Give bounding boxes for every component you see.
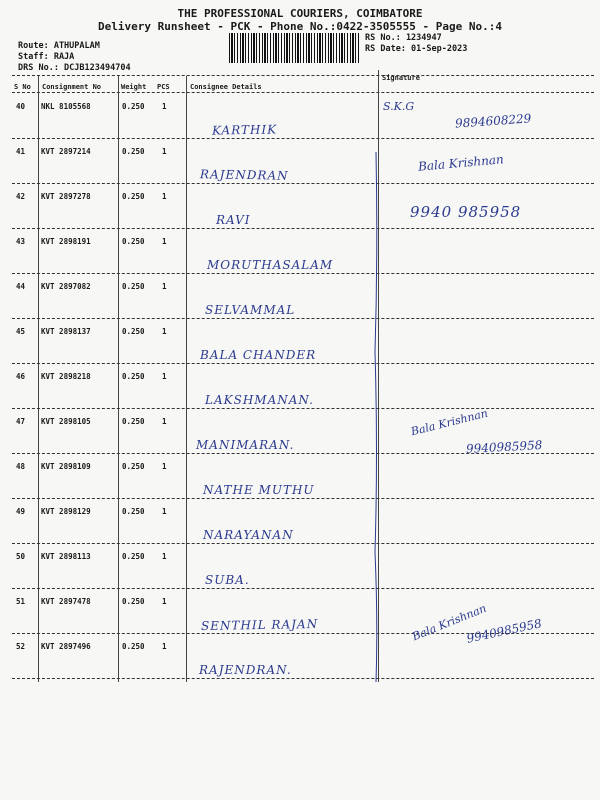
row-pcs: 1 (162, 147, 167, 156)
column-rule (38, 76, 39, 682)
row-sno: 44 (16, 282, 26, 291)
signature-text: S.K.G (383, 100, 415, 113)
row-consignee-name: KARTHIK (211, 122, 278, 138)
row-weight: 0.250 (122, 192, 145, 201)
row-divider (12, 678, 594, 679)
row-consignment-no: KVT 2898191 (41, 237, 91, 246)
rs-date: RS Date: 01-Sep-2023 (365, 44, 468, 54)
row-weight: 0.250 (122, 282, 145, 291)
row-consignment-no: KVT 2897496 (41, 642, 91, 651)
staff-label: Staff: RAJA (18, 52, 75, 62)
row-weight: 0.250 (122, 372, 145, 381)
row-weight: 0.250 (122, 417, 145, 426)
row-consignee-name: RAJENDRAN. (199, 663, 292, 677)
company-name: THE PROFESSIONAL COURIERS, COIMBATORE (177, 7, 423, 20)
runsheet-title: Delivery Runsheet - PCK - Phone No.:0422-3505555 - Page No.:4 (98, 20, 502, 33)
row-weight: 0.250 (122, 102, 145, 111)
signature-text: Bala Krishnan (417, 152, 505, 174)
row-pcs: 1 (162, 597, 167, 606)
row-consignment-no: KVT 2898105 (41, 417, 91, 426)
row-pcs: 1 (162, 642, 167, 651)
row-divider (12, 318, 594, 319)
row-weight: 0.250 (122, 327, 145, 336)
row-sno: 45 (16, 327, 26, 336)
header-divider-bottom (12, 92, 594, 93)
row-pcs: 1 (162, 237, 167, 246)
row-sno: 50 (16, 552, 26, 561)
row-divider (12, 363, 594, 364)
col-header-sno: S No (14, 83, 31, 91)
header-divider-top (12, 75, 594, 76)
row-consignee-name: SUBA. (205, 573, 250, 587)
row-sno: 47 (16, 417, 26, 426)
row-consignee-name: MORUTHASALAM (207, 258, 334, 272)
row-sno: 43 (16, 237, 26, 246)
row-consignee-name: NATHE MUTHU (203, 483, 315, 497)
signature-bracket-line (373, 152, 379, 682)
row-consignment-no: KVT 2897214 (41, 147, 91, 156)
row-pcs: 1 (162, 192, 167, 201)
row-consignee-name: NARAYANAN (203, 528, 294, 542)
row-consignee-name: LAKSHMANAN. (205, 393, 314, 407)
row-divider (12, 498, 594, 499)
row-weight: 0.250 (122, 597, 145, 606)
row-divider (12, 138, 594, 139)
row-sno: 51 (16, 597, 26, 606)
signature-text: 9894608229 (454, 111, 532, 131)
signature-text: 9940985958 (465, 438, 543, 456)
row-divider (12, 183, 594, 184)
row-pcs: 1 (162, 327, 167, 336)
row-divider (12, 408, 594, 409)
barcode (229, 33, 359, 63)
row-sno: 49 (16, 507, 26, 516)
row-pcs: 1 (162, 282, 167, 291)
row-sno: 42 (16, 192, 26, 201)
column-rule (118, 76, 119, 682)
row-weight: 0.250 (122, 642, 145, 651)
row-pcs: 1 (162, 462, 167, 471)
row-sno: 41 (16, 147, 26, 156)
row-sno: 46 (16, 372, 26, 381)
row-pcs: 1 (162, 102, 167, 111)
col-header-weight: Weight (121, 83, 147, 91)
row-pcs: 1 (162, 507, 167, 516)
col-header-consignment: Consignment No (42, 83, 102, 91)
row-consignee-name: SENTHIL RAJAN (200, 616, 319, 634)
row-weight: 0.250 (122, 507, 145, 516)
row-weight: 0.250 (122, 237, 145, 246)
row-weight: 0.250 (122, 552, 145, 561)
row-weight: 0.250 (122, 462, 145, 471)
row-consignment-no: KVT 2897082 (41, 282, 91, 291)
row-consignment-no: KVT 2898109 (41, 462, 91, 471)
row-consignment-no: KVT 2898218 (41, 372, 91, 381)
row-sno: 52 (16, 642, 26, 651)
row-consignment-no: KVT 2898113 (41, 552, 91, 561)
row-pcs: 1 (162, 372, 167, 381)
row-consignee-name: SELVAMMAL (205, 303, 296, 317)
drs-number: DRS No.: DCJB123494704 (18, 63, 131, 73)
signature-text: Bala Krishnan (410, 601, 489, 644)
row-divider (12, 228, 594, 229)
route-label: Route: ATHUPALAM (18, 41, 100, 51)
row-pcs: 1 (162, 552, 167, 561)
col-header-consignee: Consignee Details (190, 83, 262, 91)
col-header-pcs: PCS (157, 83, 170, 91)
row-divider (12, 543, 594, 544)
row-consignee-name: BALA CHANDER (200, 348, 317, 362)
rs-number: RS No.: 1234947 (365, 33, 442, 43)
row-consignment-no: KVT 2898137 (41, 327, 91, 336)
signature-text: 9940 985958 (410, 203, 522, 221)
row-consignee-name: MANIMARAN. (196, 438, 295, 452)
row-divider (12, 273, 594, 274)
row-sno: 40 (16, 102, 26, 111)
signature-text: Bala Krishnan (409, 406, 490, 439)
row-consignment-no: KVT 2897278 (41, 192, 91, 201)
row-consignment-no: KVT 2897478 (41, 597, 91, 606)
row-consignee-name: RAJENDRAN (199, 167, 289, 183)
signature-text: 9940985958 (465, 616, 543, 646)
row-divider (12, 588, 594, 589)
row-consignment-no: NKL 8105568 (41, 102, 91, 111)
row-weight: 0.250 (122, 147, 145, 156)
row-sno: 48 (16, 462, 26, 471)
row-consignee-name: RAVI (216, 213, 251, 227)
column-rule (186, 76, 187, 682)
row-pcs: 1 (162, 417, 167, 426)
col-header-signature: Signature (382, 74, 420, 82)
row-consignment-no: KVT 2898129 (41, 507, 91, 516)
